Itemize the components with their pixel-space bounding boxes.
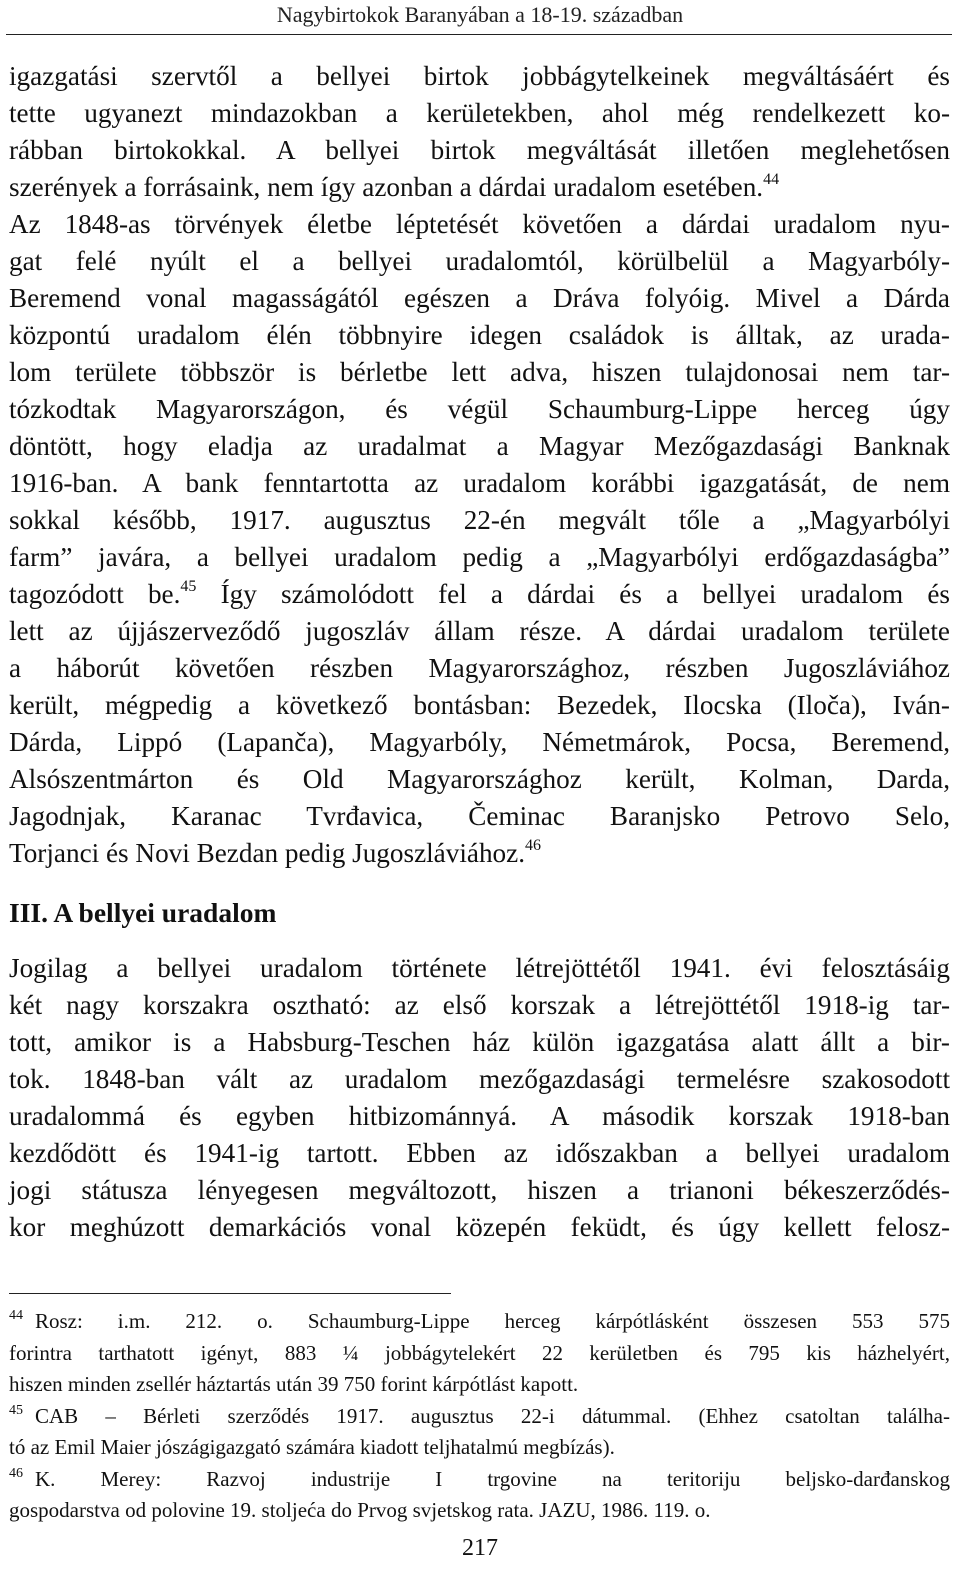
- footnote-45: [9, 1401, 950, 1464]
- text-line: központú uradalom élén többnyire idegen családok is álltak, az urada-: [9, 320, 950, 350]
- text-segment: szerények a forrásaink, nem így azonban a dárdai uradalom esetében.: [9, 172, 764, 202]
- text-segment: tagozódott be.: [9, 579, 181, 609]
- text-line: tott, amikor is a Habsburg-Teschen ház külön igazgatása alatt állt a bir-: [9, 1027, 950, 1057]
- text-line: Dárda, Lippó (Lapanča), Magyarbóly, Németmárok, Pocsa, Beremend,: [9, 727, 950, 757]
- text-line: Az 1848-as törvények életbe léptetését követően a dárdai uradalom nyu-: [9, 209, 950, 239]
- text-line: két nagy korszakra osztható: az első korszak a létrejöttétől 1918-ig tar-: [9, 990, 950, 1020]
- text-line: sokkal később, 1917. augusztus 22-én megvált tőle a „Magyarbólyi: [9, 505, 950, 535]
- text-line: a háborút követően részben Magyarországhoz, részben Jugoszláviához: [9, 653, 950, 683]
- section-heading: III. A bellyei uradalom: [9, 897, 277, 928]
- text-line: [9, 1464, 950, 1496]
- footnotes: [9, 1306, 950, 1527]
- text-line: igazgatási szervtől a bellyei birtok jobbágytelkeinek megváltásáért és: [9, 61, 950, 91]
- footnote-ref: 46: [525, 837, 542, 854]
- text-segment: Így számolódott fel a dárdai és a bellyei uradalom és: [220, 579, 951, 609]
- header-rule: [6, 34, 952, 35]
- text-line: hiszen minden zsellér háztartás után 39 750 forint kárpótlást kapott.: [9, 1372, 579, 1396]
- text-line: Alsószentmárton és Old Magyarországhoz került, Kolman, Darda,: [9, 764, 950, 794]
- footnote-number: 44: [9, 1308, 23, 1323]
- text-line: került, mégpedig a következő bontásban: Bezedek, Ilocska (Iloča), Iván-: [9, 690, 950, 720]
- text-line: kezdődött és 1941-ig tartott. Ebben az időszakban a bellyei uradalom: [9, 1138, 950, 1168]
- text-line: Beremend vonal magasságától egészen a Dráva folyóig. Mivel a Dárda: [9, 283, 950, 313]
- text-segment: Torjanci és Novi Bezdan pedig Jugoszláviához.: [9, 838, 526, 868]
- footnote-44: [9, 1306, 950, 1401]
- text-segment: Rosz: i.m. 212. o. Schaumburg-Lippe herceg kárpótlásként összesen 553 575: [35, 1309, 950, 1333]
- text-line: farm” javára, a bellyei uradalom pedig a „Magyarbólyi erdőgazdaságba”: [9, 542, 950, 572]
- footnote-number: 46: [9, 1465, 23, 1481]
- text-line: Jogilag a bellyei uradalom története létrejöttétől 1941. évi felosztásáig: [9, 953, 950, 983]
- running-header: Nagybirtokok Baranyában a 18-19. században: [276, 2, 684, 27]
- text-line: kor meghúzott demarkációs vonal közepén feküdt, és úgy kellett felosz-: [9, 1212, 950, 1242]
- text-segment: CAB – Bérleti szerződés 1917. augusztus 22-i dátummal. (Ehhez csatoltan találha-: [35, 1403, 950, 1428]
- text-line: gat felé nyúlt el a bellyei uradalomtól, körülbelül a Magyarbóly-: [9, 246, 950, 276]
- text-line: gospodarstva od polovine 19. stoljeća do Prvog svjetskog rata. JAZU, 1986. 119. o.: [9, 1498, 711, 1522]
- footnote-separator: [9, 1293, 451, 1294]
- text-line: [9, 1306, 950, 1338]
- text-line: tózkodtak Magyarországon, és végül Schaumburg-Lippe herceg úgy: [9, 394, 950, 424]
- text-line: jogi státusza lényegesen megváltozott, hiszen a trianoni békeszerződés-: [9, 1175, 950, 1205]
- footnote-ref: 45: [180, 578, 197, 595]
- body-paragraph-1: [9, 58, 950, 872]
- text-line: tok. 1848-ban vált az uradalom mezőgazdasági termelésre szakosodott: [9, 1064, 950, 1094]
- text-line: rábban birtokokkal. A bellyei birtok megváltását illetően meglehetősen: [9, 135, 950, 165]
- text-line: döntött, hogy eladja az uradalmat a Magyar Mezőgazdasági Banknak: [9, 431, 950, 461]
- text-segment: K. Merey: Razvoj industrije I trgovine na teritoriju beljsko-darđanskog: [35, 1466, 950, 1491]
- footnote-46: [9, 1464, 950, 1527]
- text-line: lom területe többször is bérletbe lett adva, hiszen tulajdonosai nem tar-: [9, 357, 950, 387]
- text-line: uradalommá és egyben hitbizománnyá. A második korszak 1918-ban: [9, 1101, 950, 1131]
- text-line: lett az újjászerveződő jugoszláv állam része. A dárdai uradalom területe: [9, 616, 950, 646]
- text-line: 1916-ban. A bank fenntartotta az uradalom korábbi igazgatását, de nem: [9, 468, 950, 498]
- text-line: Jagodnjak, Karanac Tvrđavica, Čeminac Baranjsko Petrovo Selo,: [9, 801, 950, 831]
- text-line: tette ugyanezt mindazokban a kerületekben, ahol még rendelkezett ko-: [9, 98, 950, 128]
- text-line: [9, 169, 950, 206]
- text-line: [9, 835, 950, 872]
- footnote-ref: 44: [763, 171, 780, 188]
- text-line: [9, 576, 950, 613]
- text-line: tó az Emil Maier jószágigazgató számára kiadott teljhatalmú megbízás).: [9, 1435, 615, 1459]
- body-paragraph-2: [9, 950, 950, 1246]
- footnote-number: 45: [9, 1402, 23, 1418]
- text-line: forintra tarthatott igényt, 883 ¼ jobbágytelekért 22 kerületben és 795 kis házhelyért,: [9, 1340, 950, 1365]
- page-number: 217: [462, 1535, 498, 1561]
- text-line: [9, 1401, 950, 1433]
